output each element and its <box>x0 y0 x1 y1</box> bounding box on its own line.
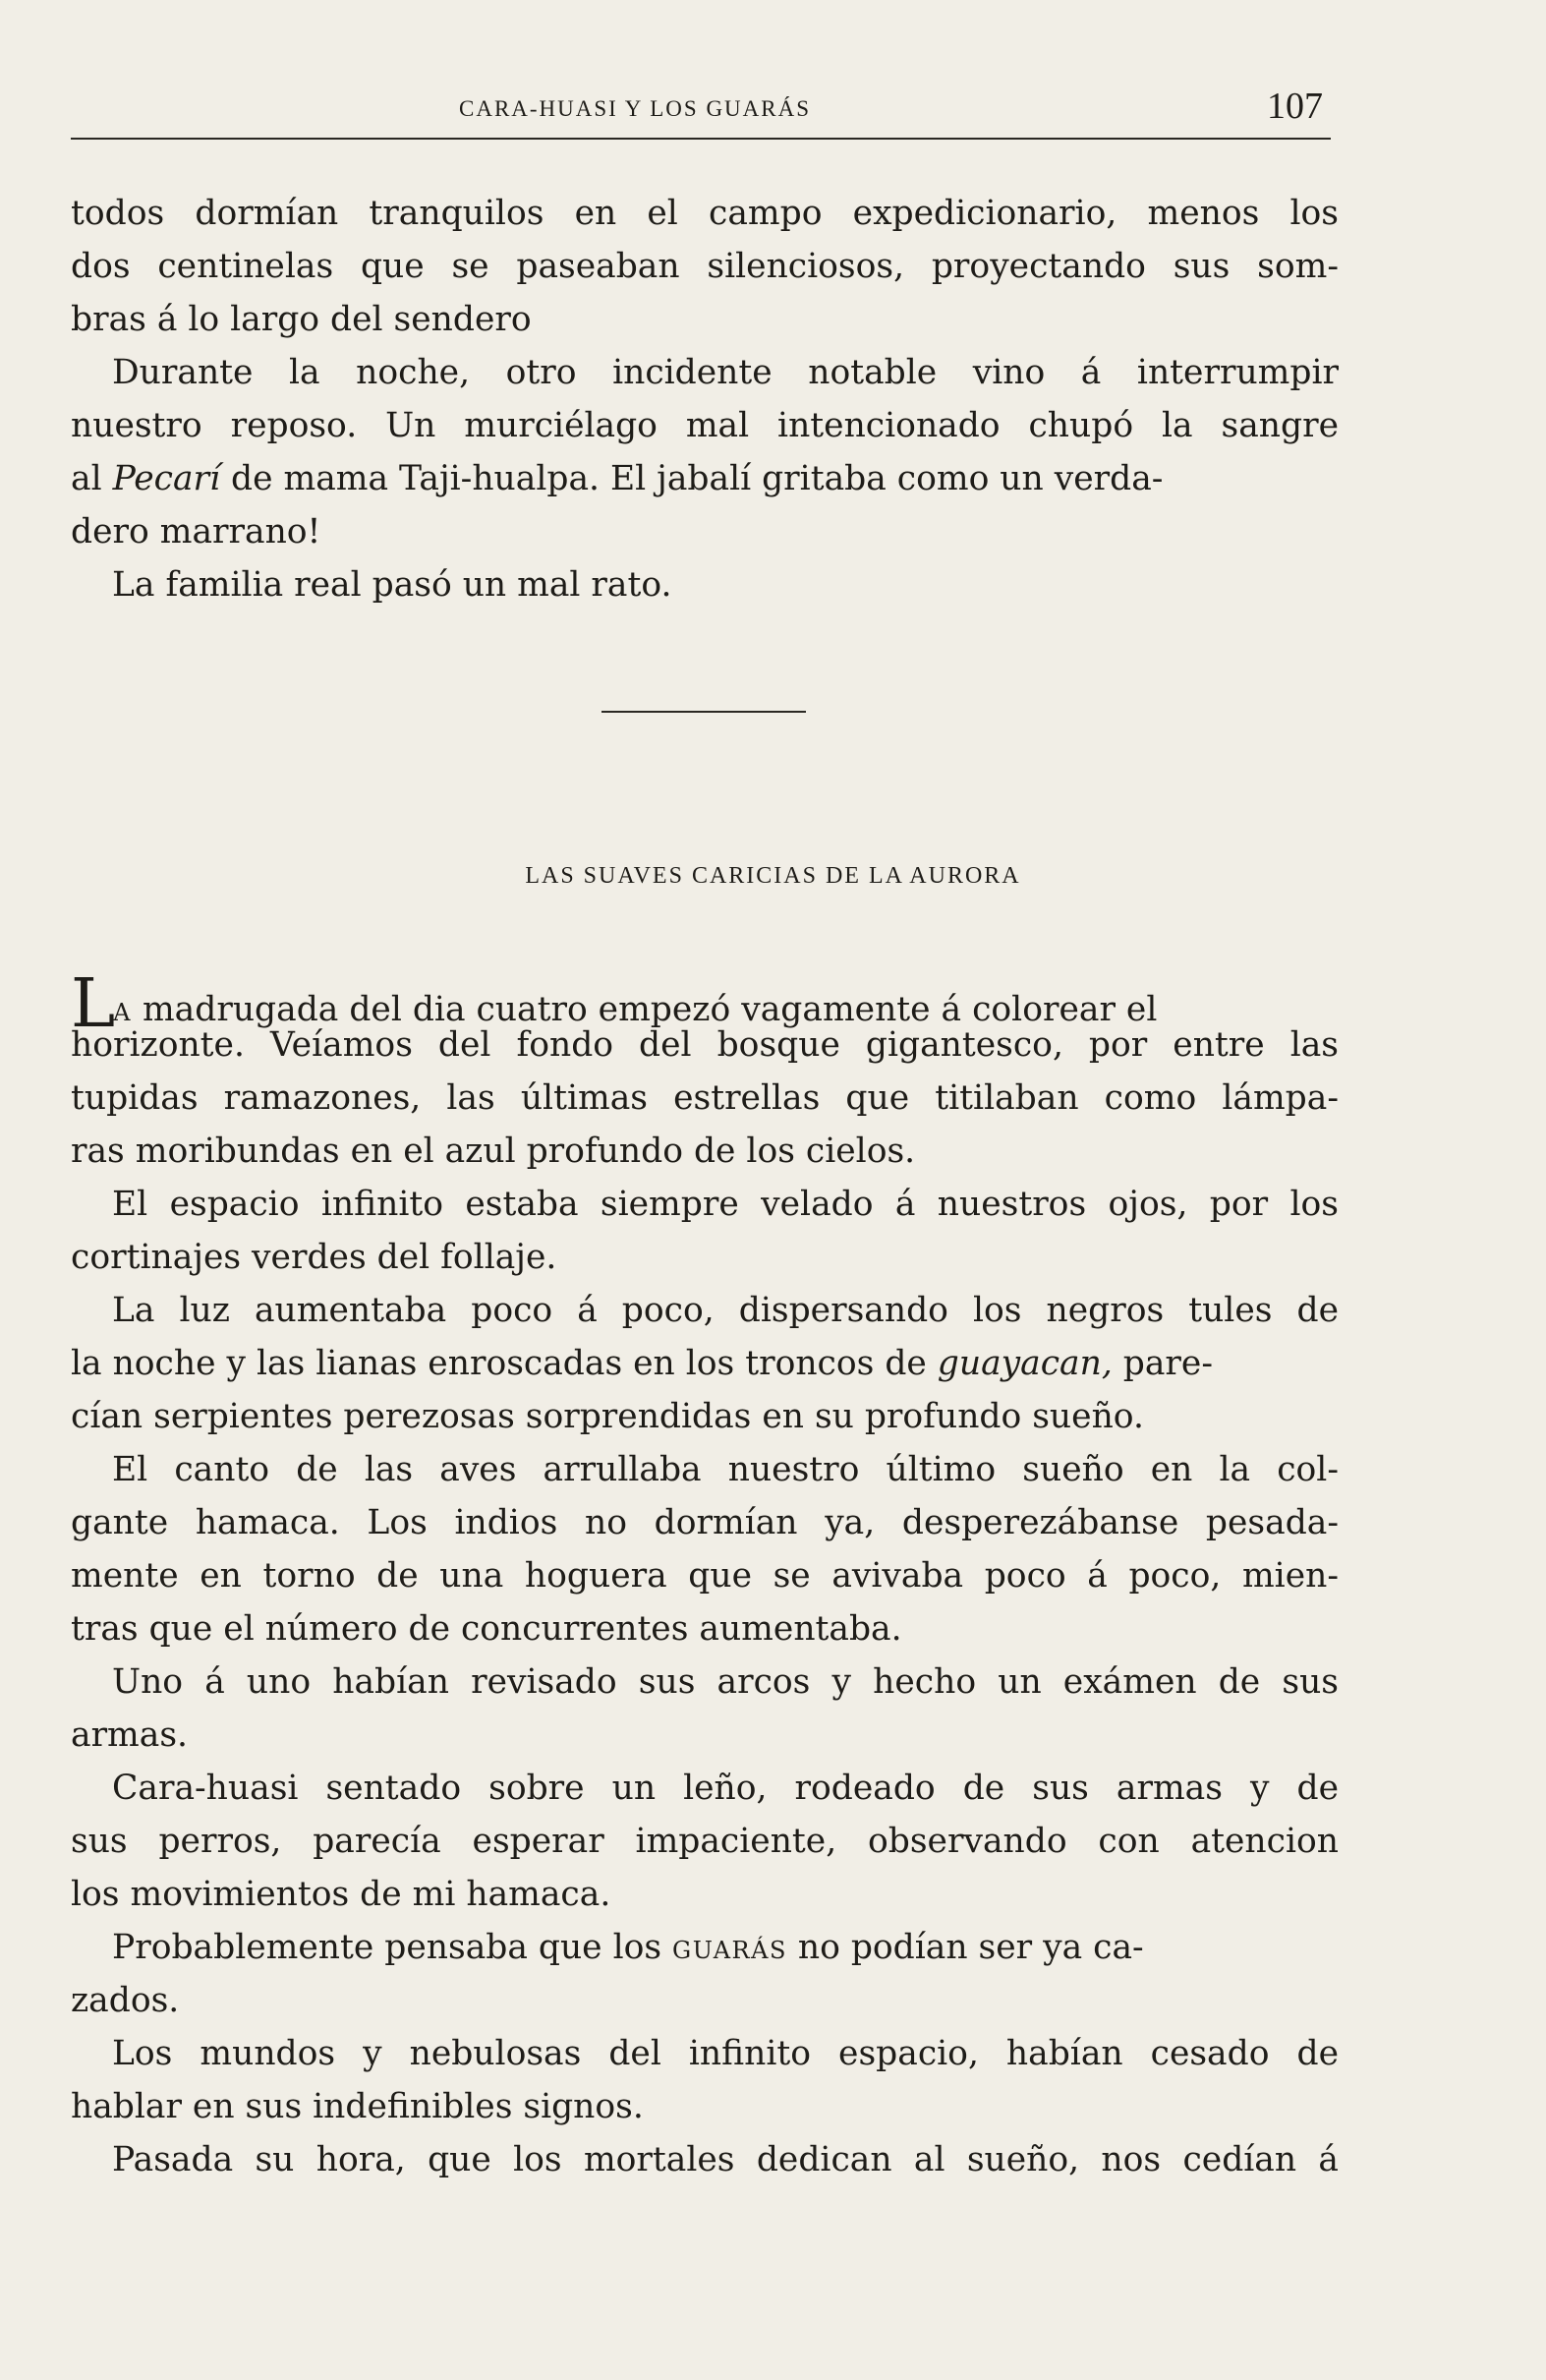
text-line: sus perros, parecía esperar impaciente, observando con atencion <box>71 1822 1339 1861</box>
text-line: zados. <box>71 1981 180 2020</box>
text-line: cían serpientes perezosas sorprendidas en su profundo sueño. <box>71 1397 1144 1436</box>
text-line: dos centinelas que se paseaban silenciosos, proyectando sus som- <box>71 247 1339 286</box>
text-fragment: pare- <box>1112 1344 1213 1383</box>
text-line: hablar en sus indefinibles signos. <box>71 2087 644 2126</box>
running-title: CARA-HUASI Y LOS GUARÁS <box>459 96 812 121</box>
italic-word: Pecarí <box>112 459 221 498</box>
text-line <box>71 965 1339 1043</box>
text-fragment: la noche y las lianas enroscadas en los troncos de <box>71 1344 938 1383</box>
text-line: Cara-huasi sentado sobre un leño, rodeado de sus armas y de <box>112 1769 1339 1808</box>
text-fragment: no podían ser ya ca- <box>786 1928 1144 1967</box>
small-caps-letter: A <box>113 999 132 1026</box>
text-line: Uno á uno habían revisado sus arcos y hecho un exámen de sus <box>112 1662 1339 1702</box>
section-divider <box>601 711 806 713</box>
text-line: Durante la noche, otro incidente notable vino á interrumpir <box>112 353 1339 392</box>
small-caps-word: GUARÁS <box>672 1937 787 1964</box>
text-fragment: madrugada del dia cuatro empezó vagamente á colorear el <box>132 990 1158 1029</box>
text-line: bras á lo largo del sendero <box>71 300 532 339</box>
text-line: El canto de las aves arrullaba nuestro último sueño en la col- <box>112 1450 1339 1489</box>
text-line: El espacio infinito estaba siempre velado á nuestros ojos, por los <box>112 1185 1339 1224</box>
text-fragment: Probablemente pensaba que los <box>112 1928 673 1967</box>
section-title: LAS SUAVES CARICIAS DE LA AURORA <box>525 863 1021 889</box>
text-line: ras moribundas en el azul profundo de los cielos. <box>71 1132 916 1171</box>
text-line <box>71 452 1339 505</box>
text-line: tupidas ramazones, las últimas estrellas que titilaban como lámpa- <box>71 1078 1339 1118</box>
text-line <box>71 1921 1339 1974</box>
text-fragment: al <box>71 459 113 498</box>
text-line: los movimientos de mi hamaca. <box>71 1875 611 1914</box>
text-block-main <box>71 965 1339 2186</box>
text-line <box>71 1337 1339 1390</box>
text-line: Pasada su hora, que los mortales dedican al sueño, nos cedían á <box>112 2140 1339 2179</box>
text-line: todos dormían tranquilos en el campo expedicionario, menos los <box>71 194 1339 233</box>
running-header <box>71 87 1331 140</box>
italic-word: guayacan, <box>937 1344 1113 1383</box>
text-line: horizonte. Veíamos del fondo del bosque gigantesco, por entre las <box>71 1025 1339 1065</box>
text-line: armas. <box>71 1715 189 1755</box>
text-line: cortinajes verdes del follaje. <box>71 1238 557 1277</box>
text-line: Los mundos y nebulosas del infinito espacio, habían cesado de <box>112 2034 1339 2073</box>
text-line: La luz aumentaba poco á poco, dispersando los negros tules de <box>112 1291 1339 1330</box>
text-block-top <box>71 187 1339 611</box>
text-line: gante hamaca. Los indios no dormían ya, desperezábanse pesada- <box>71 1503 1339 1542</box>
text-line: La familia real pasó un mal rato. <box>112 565 672 605</box>
page-number: 107 <box>1267 86 1323 127</box>
text-line: dero marrano! <box>71 512 321 551</box>
text-fragment: de mama Taji-hualpa. El jabalí gritaba como un verda- <box>220 459 1164 498</box>
text-line: mente en torno de una hoguera que se avivaba poco á poco, mien- <box>71 1556 1339 1596</box>
text-line: nuestro reposo. Un murciélago mal intencionado chupó la sangre <box>71 406 1339 445</box>
drop-cap: L <box>71 965 116 1043</box>
text-line: tras que el número de concurrentes aumentaba. <box>71 1609 902 1649</box>
